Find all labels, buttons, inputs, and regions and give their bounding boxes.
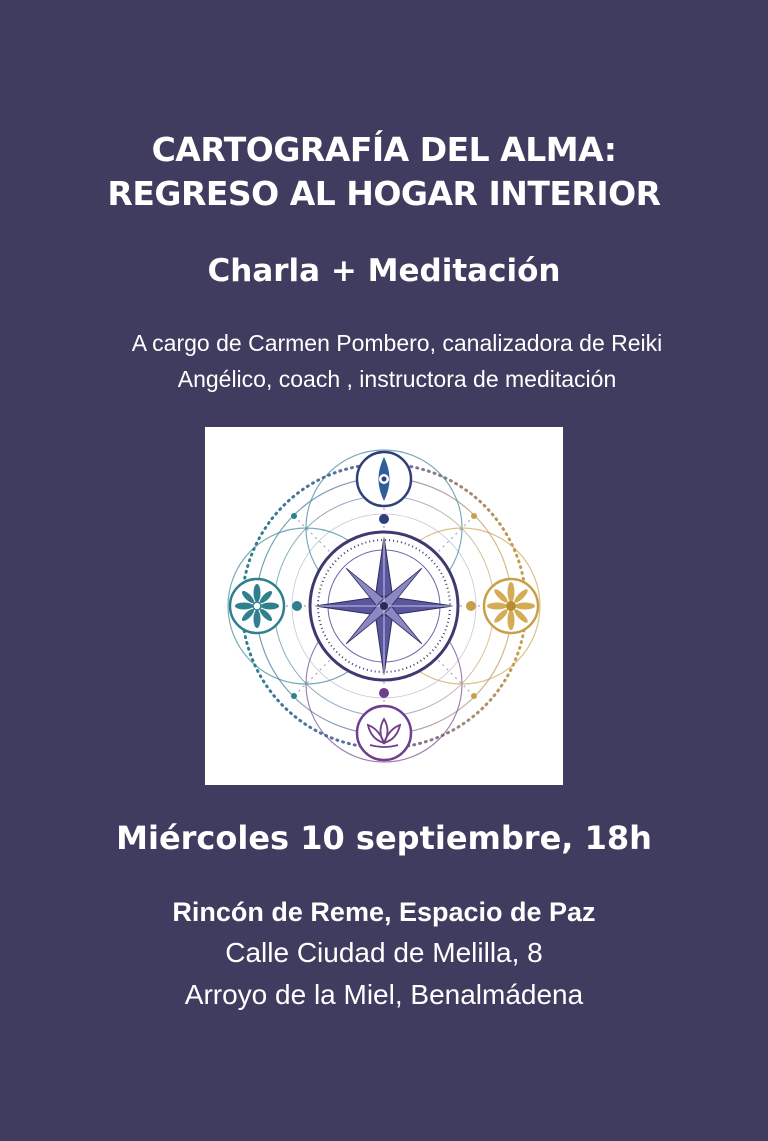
gold-flower-medallion-icon xyxy=(484,579,538,633)
event-subtitle: Charla + Meditación xyxy=(207,253,561,289)
compass-mandala-image xyxy=(205,427,563,785)
venue-block xyxy=(0,892,768,1016)
compass-mandala-icon xyxy=(205,427,563,785)
event-date: Miércoles 10 septiembre, 18h xyxy=(116,819,652,857)
event-title-line-2: REGRESO AL HOGAR INTERIOR xyxy=(107,174,661,213)
venue-city: Arroyo de la Miel, Benalmádena xyxy=(184,979,584,1010)
eye-medallion-icon xyxy=(357,452,411,506)
speaker-credit-line-2: Angélico, coach , instructora de meditación xyxy=(177,366,617,392)
event-title-line-1: CARTOGRAFÍA DEL ALMA: xyxy=(151,130,617,169)
speaker-credit-line-1: A cargo de Carmen Pombero, canalizadora de Reiki xyxy=(131,330,663,356)
speaker-credit xyxy=(0,325,768,397)
purple-lotus-medallion-icon xyxy=(357,706,411,760)
teal-flower-medallion-icon xyxy=(230,579,284,633)
venue-street: Calle Ciudad de Melilla, 8 xyxy=(225,937,543,968)
venue-name: Rincón de Reme, Espacio de Paz xyxy=(172,897,596,927)
event-title xyxy=(0,128,768,216)
